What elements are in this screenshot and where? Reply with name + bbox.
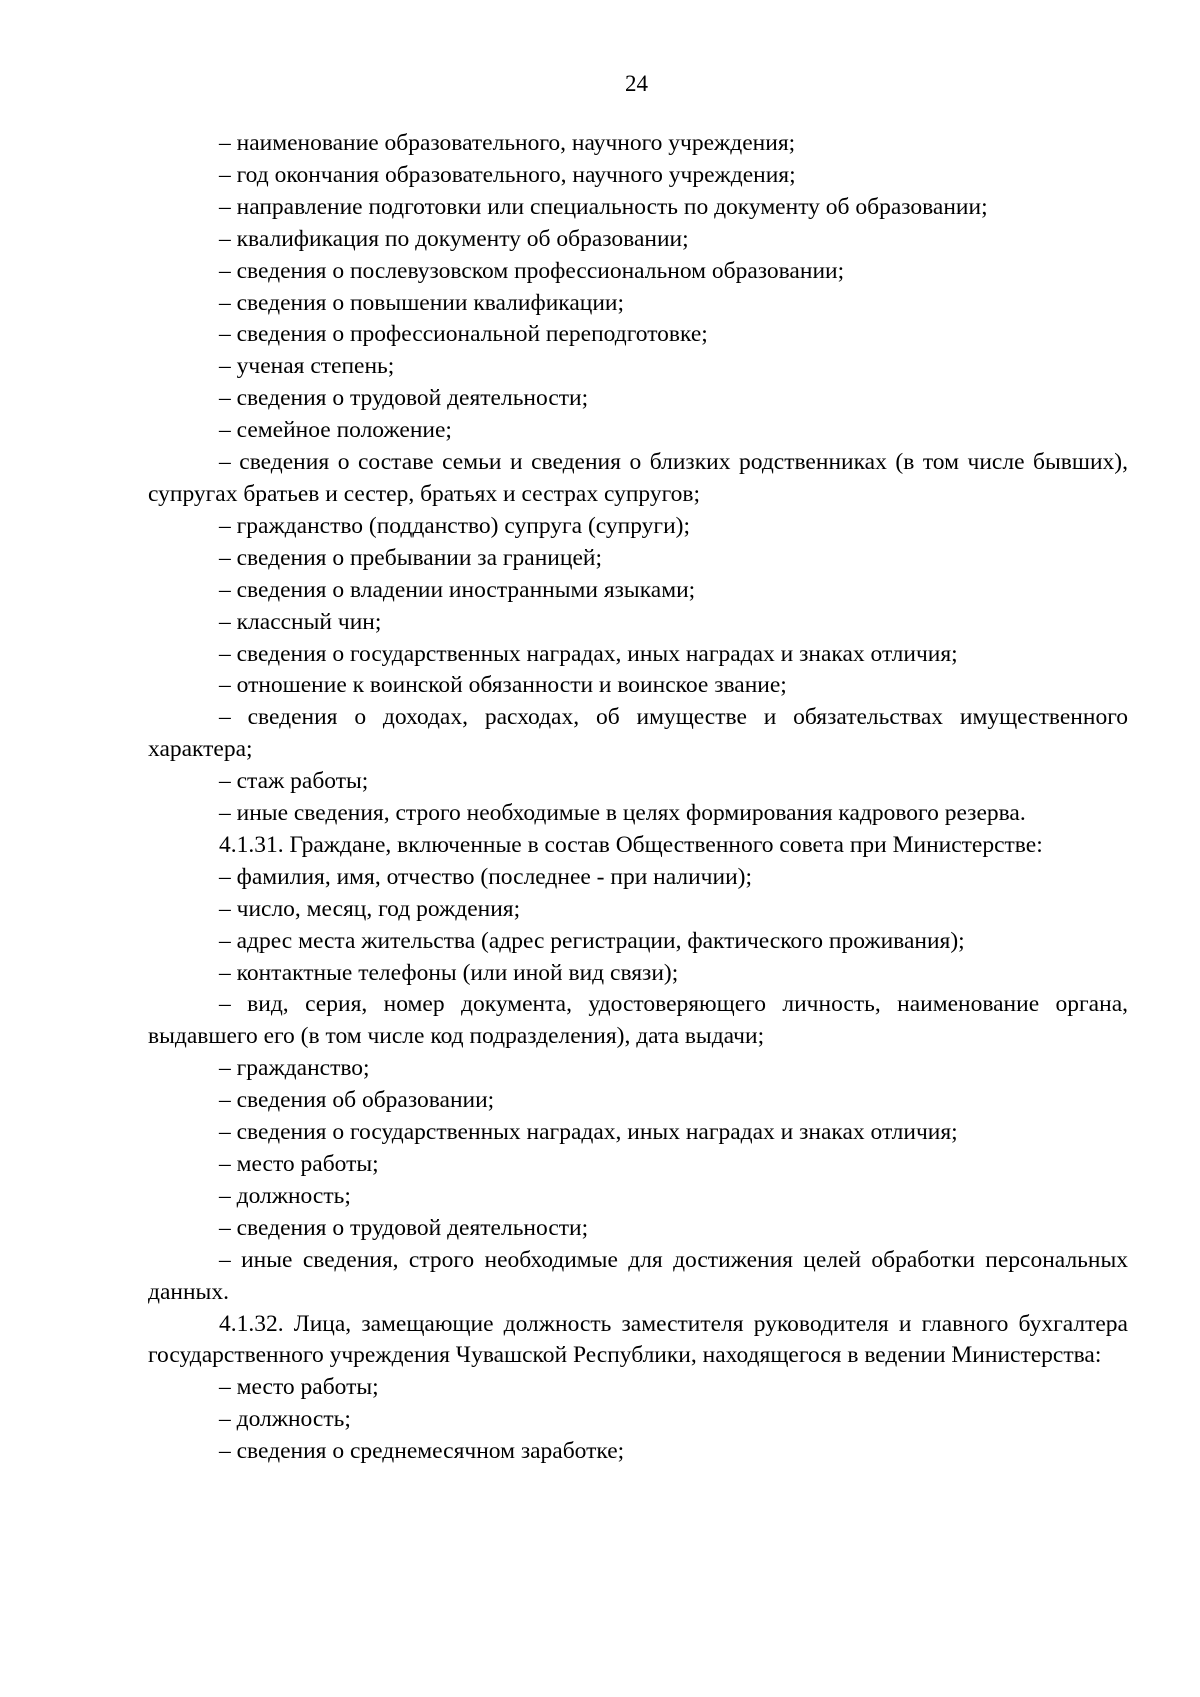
list-item: – число, месяц, год рождения; (219, 895, 521, 922)
list-item: – стаж работы; (219, 768, 369, 795)
list-item: – ученая степень; (219, 353, 395, 380)
list-item: – должность; (219, 1406, 351, 1433)
list-item: – иные сведения, строго необходимые в целях формирования кадрового резерва. (219, 800, 1026, 827)
list-item: – сведения о доходах, расходах, об имуществе и обязательствах имущественного характера; (148, 704, 1128, 763)
list-item: – сведения о повышении квалификации; (219, 289, 625, 316)
list-item: – отношение к воинской обязанности и воинское звание; (219, 672, 787, 699)
section-paragraph-4-1-31: 4.1.31. Граждане, включенные в состав Общественного совета при Министерстве: (219, 831, 1043, 858)
list-item: – место работы; (219, 1151, 379, 1177)
list-item: – гражданство; (219, 1055, 370, 1082)
list-item: – место работы; (219, 1374, 379, 1401)
list-item: – должность; (219, 1182, 351, 1209)
list-item: – наименование образовательного, научного учреждения; (219, 130, 796, 156)
list-item: – сведения о составе семьи и сведения о близких родственниках (в том числе бывших), супругах братьев и сестер, братьях и сестрах супругов; (148, 449, 1128, 507)
list-item: – сведения о трудовой деятельности; (219, 385, 589, 412)
list-item: – сведения о послевузовском профессиональном образовании; (219, 257, 845, 284)
list-item: – направление подготовки или специальность по документу об образовании; (219, 193, 988, 220)
list-item: – сведения об образовании; (219, 1087, 495, 1114)
list-item: – классный чин; (219, 608, 382, 635)
list-item: – фамилия, имя, отчество (последнее - при наличии); (219, 863, 753, 890)
list-item: – контактные телефоны (или иной вид связи); (219, 959, 679, 986)
list-item: – сведения о трудовой деятельности; (219, 1214, 589, 1241)
list-item: – сведения о государственных наградах, иных наградах и знаках отличия; (219, 1119, 958, 1146)
page-number: 24 (625, 71, 648, 96)
list-item: – семейное положение; (219, 417, 452, 444)
document-body (148, 128, 1128, 1468)
list-item: – сведения о государственных наградах, иных наградах и знаках отличия; (219, 640, 958, 667)
section-paragraph-4-1-32: 4.1.32. Лица, замещающие должность заместителя руководителя и главного бухгалтера государственного учреждения Чувашской Республики, находящегося в ведении Министерства: (148, 1310, 1128, 1369)
list-item: – адрес места жительства (адрес регистрации, фактического проживания); (219, 927, 965, 954)
list-item: – квалификация по документу об образовании; (219, 225, 689, 252)
list-item: – вид, серия, номер документа, удостоверяющего личность, наименование органа, выдавшего его (в том числе код подразделения), дата выдачи; (148, 991, 1128, 1050)
list-item: – сведения о профессиональной переподготовке; (219, 321, 708, 348)
list-item: – сведения о владении иностранными языками; (219, 576, 696, 603)
list-item: – сведения о пребывании за границей; (219, 544, 602, 571)
list-item: – гражданство (подданство) супруга (супруги); (219, 512, 690, 539)
list-item: – сведения о среднемесячном заработке; (219, 1438, 625, 1465)
list-item: – иные сведения, строго необходимые для достижения целей обработки персональных данных. (148, 1246, 1128, 1305)
list-item: – год окончания образовательного, научного учреждения; (219, 161, 796, 188)
